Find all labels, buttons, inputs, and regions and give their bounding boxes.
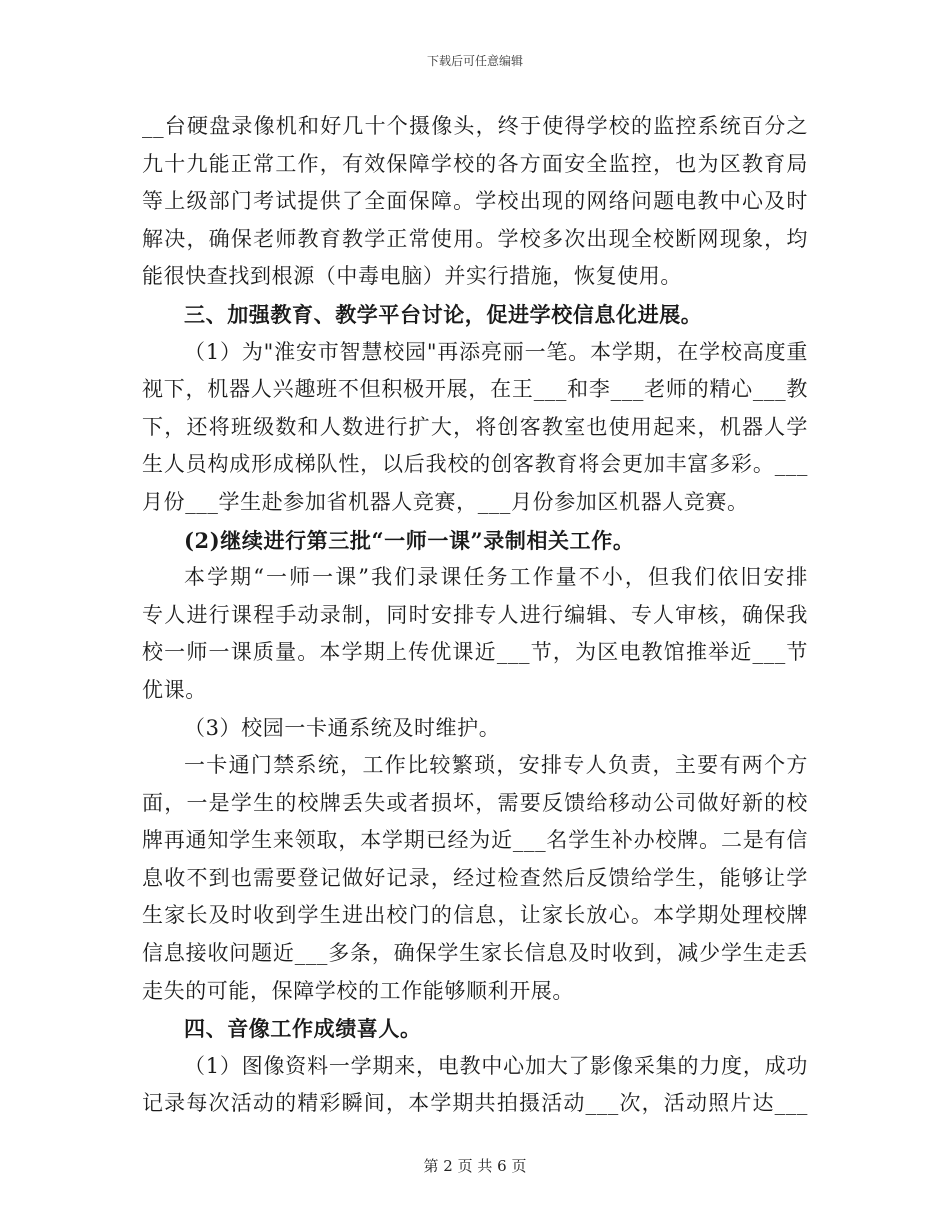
page-header: 下载后可任意编辑 — [426, 54, 523, 68]
paragraph-line: __台硬盘录像机和好几十个摄像头，终于使得学校的监控系统百分之 — [142, 114, 808, 138]
paragraph-line: 优课。 — [142, 677, 207, 702]
paragraph-line: 能很快查找到根源（中毒电脑）并实行措施，恢复使用。 — [142, 264, 682, 289]
page-number: 第 2 页 共 6 页 — [423, 1157, 527, 1175]
paragraph-line: 视下，机器人兴趣班不但积极开展，在王___和李___老师的精心___教 — [142, 377, 808, 402]
paragraph-line: 信息接收问题近___多条，确保学生家长信息及时收到，减少学生走丢 — [142, 941, 808, 966]
paragraph-line: 解决，确保老师教育教学正常使用。学校多次出现全校断网现象，均 — [142, 226, 808, 251]
paragraph-line: 校一师一课质量。本学期上传优课近___节，为区电教馆推举近___节 — [142, 640, 808, 665]
paragraph-line: 牌再通知学生来领取，本学期已经为近___名学生补办校牌。二是有信 — [142, 828, 808, 853]
paragraph-line: 记录每次活动的精彩瞬间，本学期共拍摄活动___次，活动照片达___ — [142, 1091, 808, 1116]
paragraph-line: 息收不到也需要登记做好记录，经过检查然后反馈给学生，能够让学 — [142, 865, 808, 890]
paragraph-line: 走失的可能，保障学校的工作能够顺利开展。 — [142, 978, 574, 1003]
paragraph-line: （1）为"淮安市智慧校园"再添亮丽一笔。本学期，在学校高度重 — [184, 339, 808, 364]
paragraph-line: 专人进行课程手动录制，同时安排专人进行编辑、专人审核，确保我 — [142, 602, 808, 627]
paragraph-line: 下，还将班级数和人数进行扩大，将创客教室也使用起来，机器人学 — [142, 414, 808, 439]
section-heading: 四、音像工作成绩喜人。 — [184, 1016, 422, 1042]
subsection-heading: （3）校园一卡通系统及时维护。 — [184, 715, 501, 740]
subsection-heading: (2)继续进行第三批“一师一课”录制相关工作。 — [184, 527, 635, 553]
section-heading: 三、加强教育、教学平台讨论，促进学校信息化进展。 — [184, 301, 703, 327]
document-body — [142, 108, 808, 1123]
paragraph-line: 面，一是学生的校牌丢失或者损坏，需要反馈给移动公司做好新的校 — [142, 790, 808, 815]
paragraph-line: 月份___学生赴参加省机器人竞赛，___月份参加区机器人竞赛。 — [142, 489, 749, 514]
paragraph-line: 一卡通门禁系统，工作比较繁琐，安排专人负责，主要有两个方 — [184, 753, 808, 778]
paragraph-line: 本学期“一师一课”我们录课任务工作量不小，但我们依旧安排 — [184, 565, 808, 590]
paragraph-line: 九十九能正常工作，有效保障学校的各方面安全监控，也为区教育局 — [142, 151, 808, 176]
paragraph-line: 生家长及时收到学生进出校门的信息，让家长放心。本学期处理校牌 — [142, 903, 808, 928]
paragraph-line: 生人员构成形成梯队性，以后我校的创客教育将会更加丰富多彩。___ — [142, 452, 808, 477]
paragraph-line: 等上级部门考试提供了全面保障。学校出现的网络问题电教中心及时 — [142, 189, 808, 214]
paragraph-line: （1）图像资料一学期来，电教中心加大了影像采集的力度，成功 — [184, 1053, 808, 1078]
